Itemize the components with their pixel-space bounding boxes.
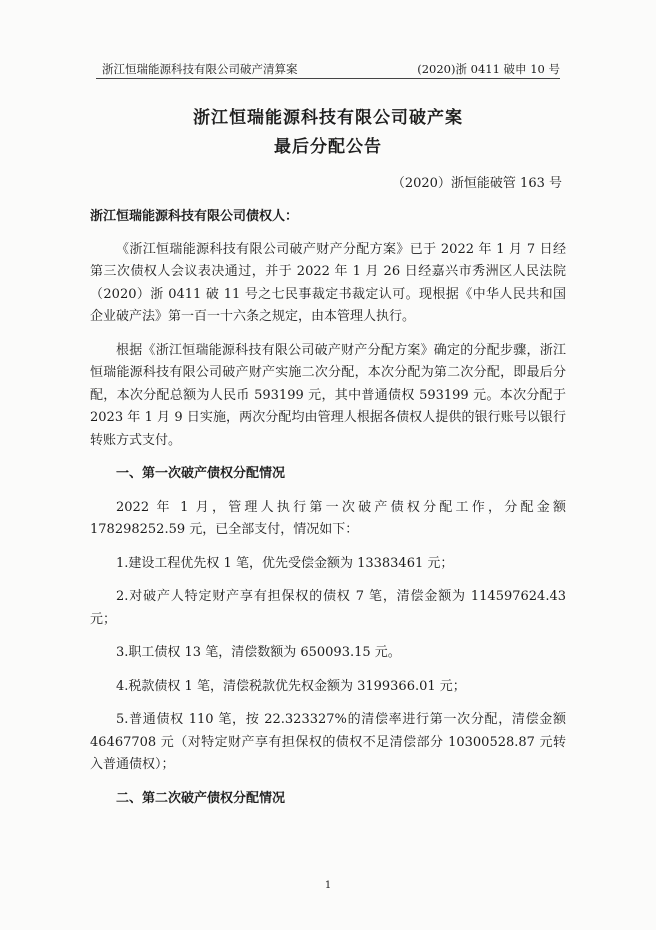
- header-case-name: 浙江恒瑞能源科技有限公司破产清算案: [102, 62, 298, 76]
- section-heading-first-distribution: 一、第一次破产债权分配情况: [116, 466, 286, 481]
- list-item: 1.建设工程优先权 1 笔，优先受偿金额为 13383461 元；: [116, 555, 454, 571]
- page-number: 1: [324, 880, 332, 891]
- header-case-number: (2020)浙 0411 破申 10 号: [417, 62, 560, 76]
- list-item: 2.对破产人特定财产享有担保权的债权 7 笔，清偿金额为 114597624.43 元；: [90, 589, 566, 627]
- salutation: 浙江恒瑞能源科技有限公司债权人：: [90, 209, 299, 224]
- document-body: [90, 206, 566, 810]
- list-item: 5.普通债权 110 笔，按 22.323327%的清偿率进行第一次分配，清偿金额 46467708 元（对特定财产享有担保权的债权不足清偿部分 10300528.87 元转入普通债权）；: [90, 712, 566, 772]
- document-title: 浙江恒瑞能源科技有限公司破产案: [193, 108, 463, 128]
- list-item: 3.职工债权 13 笔，清偿数额为 650093.15 元。: [116, 645, 401, 660]
- list-item: 4.税款债权 1 笔，清偿税款优先权金额为 3199366.01 元；: [116, 678, 466, 694]
- paragraph-first-distribution: 2022 年 1 月，管理人执行第一次破产债权分配工作，分配金额 178298252.59 元，已全部支付，情况如下：: [90, 499, 566, 537]
- document-subtitle: 最后分配公告: [274, 137, 382, 157]
- paragraph-distribution-summary: 根据《浙江恒瑞能源科技有限公司破产财产分配方案》确定的分配步骤，浙江恒瑞能源科技有限公司破产财产实施二次分配，本次分配为第二次分配，即最后分配，本次分配总额为人民币 593199 元，其中普通债权 593199 元。本次分配于 2023 年 1 月 9 日实施，两次分配均由管理人根据各债权人提供的银行账号以银行转账方式支付。: [90, 342, 566, 448]
- section-heading-second-distribution: 二、第二次破产债权分配情况: [116, 790, 286, 806]
- paragraph-plan-approval: 《浙江恒瑞能源科技有限公司破产财产分配方案》已于 2022 年 1 月 7 日经第三次债权人会议表决通过，并于 2022 年 1 月 26 日经嘉兴市秀洲区人民法院（2020）浙 0411 破 11 号之七民事裁定书裁定认可。现根据《中华人民共和国企业破产法》第一百一十六条之规定，由本管理人执行。: [90, 241, 566, 324]
- page-header: [96, 60, 560, 79]
- document-number: （2020）浙恒能破管 163 号: [391, 176, 562, 191]
